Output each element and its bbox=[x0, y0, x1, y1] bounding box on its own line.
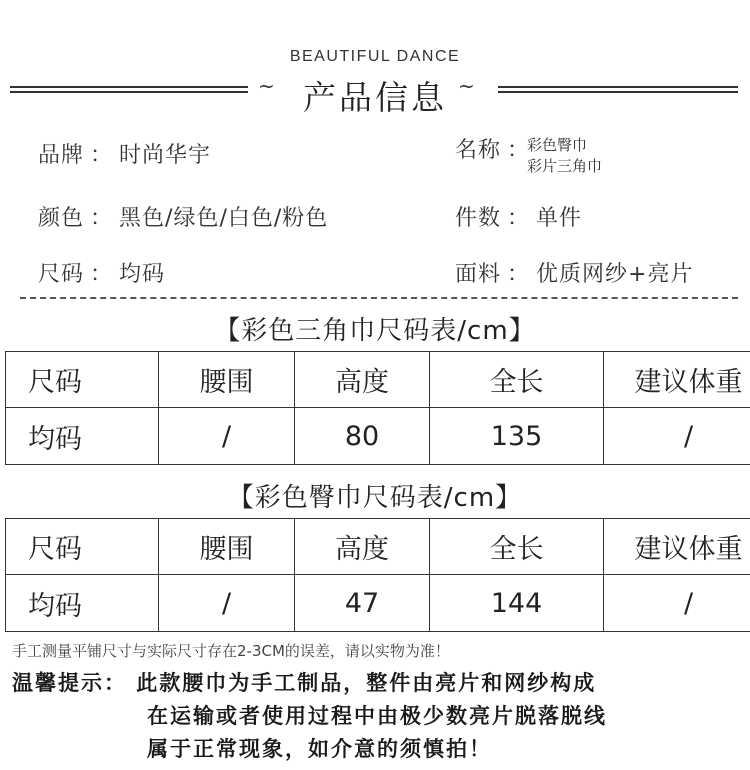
colon: ： bbox=[90, 143, 114, 168]
info-brand-label: 品牌 bbox=[38, 143, 85, 168]
tip-line-3: 属于正常现象，如介意的须慎拍！ bbox=[147, 737, 492, 761]
info-size-value: 均码 bbox=[119, 262, 166, 287]
info-size bbox=[38, 257, 165, 288]
table-header-cell: 全长 bbox=[430, 519, 604, 575]
table-cell: 47 bbox=[295, 575, 430, 632]
colon: ： bbox=[507, 138, 531, 163]
info-name-values bbox=[527, 135, 602, 177]
info-count-label: 件数 bbox=[455, 206, 502, 231]
table-cell: 均码 bbox=[6, 575, 159, 632]
info-name-value-1: 彩色臀巾 bbox=[527, 136, 588, 154]
dashed-divider bbox=[20, 297, 738, 299]
brand-subtitle: BEAUTIFUL DANCE bbox=[289, 48, 461, 65]
table-cell: 144 bbox=[430, 575, 604, 632]
colon: ： bbox=[507, 206, 531, 231]
page-title: 产品信息 bbox=[303, 78, 447, 117]
section-title-row bbox=[0, 72, 750, 117]
title-double-rule-right bbox=[498, 86, 738, 93]
table1-title: 【彩色三角巾尺码表/cm】 bbox=[214, 316, 536, 346]
measurement-note: 手工测量平铺尺寸与实际尺寸存在2-3CM的误差，请以实物为准！ bbox=[12, 642, 450, 660]
table-cell: 均码 bbox=[6, 408, 159, 465]
table-cell: / bbox=[159, 408, 295, 465]
info-size-label: 尺码 bbox=[38, 262, 85, 287]
info-name-value-2: 彩片三角巾 bbox=[527, 157, 603, 175]
info-material bbox=[455, 257, 693, 288]
info-count-value: 单件 bbox=[536, 206, 583, 231]
table-header-cell: 全长 bbox=[430, 352, 604, 408]
size-table-triangle bbox=[5, 351, 750, 465]
table-cell: 80 bbox=[295, 408, 430, 465]
info-color bbox=[38, 201, 328, 232]
info-count bbox=[455, 201, 582, 232]
info-name bbox=[455, 133, 603, 175]
table-cell: / bbox=[604, 408, 750, 465]
tip-line-2: 在运输或者使用过程中由极少数亮片脱落脱线 bbox=[147, 704, 607, 728]
table-header-cell: 尺码 bbox=[6, 352, 159, 408]
table-cell: / bbox=[604, 575, 750, 632]
colon: ： bbox=[507, 262, 531, 287]
table-header-row bbox=[6, 352, 750, 408]
table2-title: 【彩色臀巾尺码表/cm】 bbox=[227, 483, 523, 513]
table-header-cell: 高度 bbox=[295, 352, 430, 408]
size-table-hip-scarf bbox=[5, 518, 750, 632]
table-header-cell: 建议体重 bbox=[604, 352, 750, 408]
info-material-label: 面料 bbox=[455, 262, 502, 287]
tip-line-1: 温馨提示： 此款腰巾为手工制品，整件由亮片和网纱构成 bbox=[12, 671, 597, 695]
table-row bbox=[6, 408, 750, 465]
table-header-cell: 腰围 bbox=[159, 519, 295, 575]
info-color-value: 黑色/绿色/白色/粉色 bbox=[119, 206, 329, 231]
table-cell: 135 bbox=[430, 408, 604, 465]
tilde-decoration-right: ~ bbox=[458, 74, 475, 98]
info-brand-value: 时尚华宇 bbox=[119, 143, 212, 168]
table-row bbox=[6, 575, 750, 632]
colon: ： bbox=[90, 262, 114, 287]
table-header-cell: 尺码 bbox=[6, 519, 159, 575]
table-header-cell: 高度 bbox=[295, 519, 430, 575]
colon: ： bbox=[90, 206, 114, 231]
table-cell: / bbox=[159, 575, 295, 632]
info-brand bbox=[38, 138, 211, 169]
info-name-label: 名称 bbox=[455, 138, 502, 163]
info-material-value: 优质网纱+亮片 bbox=[536, 262, 694, 287]
table-header-cell: 腰围 bbox=[159, 352, 295, 408]
table-header-row bbox=[6, 519, 750, 575]
info-color-label: 颜色 bbox=[38, 206, 85, 231]
table-header-cell: 建议体重 bbox=[604, 519, 750, 575]
tilde-decoration-left: ~ bbox=[258, 74, 275, 98]
